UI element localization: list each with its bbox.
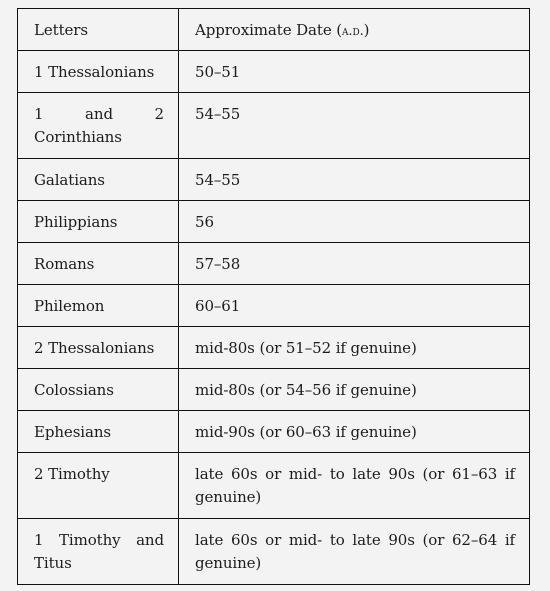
table-row bbox=[18, 243, 530, 285]
header-date-era: a.d. bbox=[342, 24, 364, 39]
letter-cell: 1 Timothy and Titus bbox=[18, 519, 179, 585]
date-cell: 60–61 bbox=[179, 285, 530, 327]
letter-cell: 2 Timothy bbox=[18, 453, 179, 519]
table-row bbox=[18, 327, 530, 369]
header-approximate-date bbox=[179, 9, 530, 51]
date-cell: 54–55 bbox=[179, 159, 530, 201]
date-cell: mid-90s (or 60–63 if genuine) bbox=[179, 411, 530, 453]
table-row bbox=[18, 201, 530, 243]
table-row bbox=[18, 411, 530, 453]
letter-cell: 1 Thessalonians bbox=[18, 51, 179, 93]
date-cell: mid-80s (or 51–52 if genuine) bbox=[179, 327, 530, 369]
table-row bbox=[18, 159, 530, 201]
date-cell: 56 bbox=[179, 201, 530, 243]
date-cell: late 60s or mid- to late 90s (or 62–64 if genuine) bbox=[179, 519, 530, 585]
letter-cell: 2 Thessalonians bbox=[18, 327, 179, 369]
letter-cell: Ephesians bbox=[18, 411, 179, 453]
letters-date-table-container bbox=[17, 8, 530, 585]
table-row bbox=[18, 519, 530, 585]
letter-cell: Colossians bbox=[18, 369, 179, 411]
letter-cell: Philemon bbox=[18, 285, 179, 327]
table-row bbox=[18, 369, 530, 411]
header-date-label: Approximate Date ( bbox=[195, 21, 343, 39]
header-date-close: ) bbox=[363, 21, 370, 39]
date-cell: 50–51 bbox=[179, 51, 530, 93]
letter-cell: 1 and 2 Corinthians bbox=[18, 93, 179, 159]
date-cell: 57–58 bbox=[179, 243, 530, 285]
letter-cell: Philippians bbox=[18, 201, 179, 243]
date-cell: mid-80s (or 54–56 if genuine) bbox=[179, 369, 530, 411]
table-row bbox=[18, 285, 530, 327]
date-cell: 54–55 bbox=[179, 93, 530, 159]
table-row bbox=[18, 453, 530, 519]
date-cell: late 60s or mid- to late 90s (or 61–63 if genuine) bbox=[179, 453, 530, 519]
table-row bbox=[18, 51, 530, 93]
table-row bbox=[18, 93, 530, 159]
letter-cell: Galatians bbox=[18, 159, 179, 201]
letter-cell: Romans bbox=[18, 243, 179, 285]
letters-date-table bbox=[17, 8, 530, 585]
table-header-row bbox=[18, 9, 530, 51]
header-letters: Letters bbox=[18, 9, 179, 51]
